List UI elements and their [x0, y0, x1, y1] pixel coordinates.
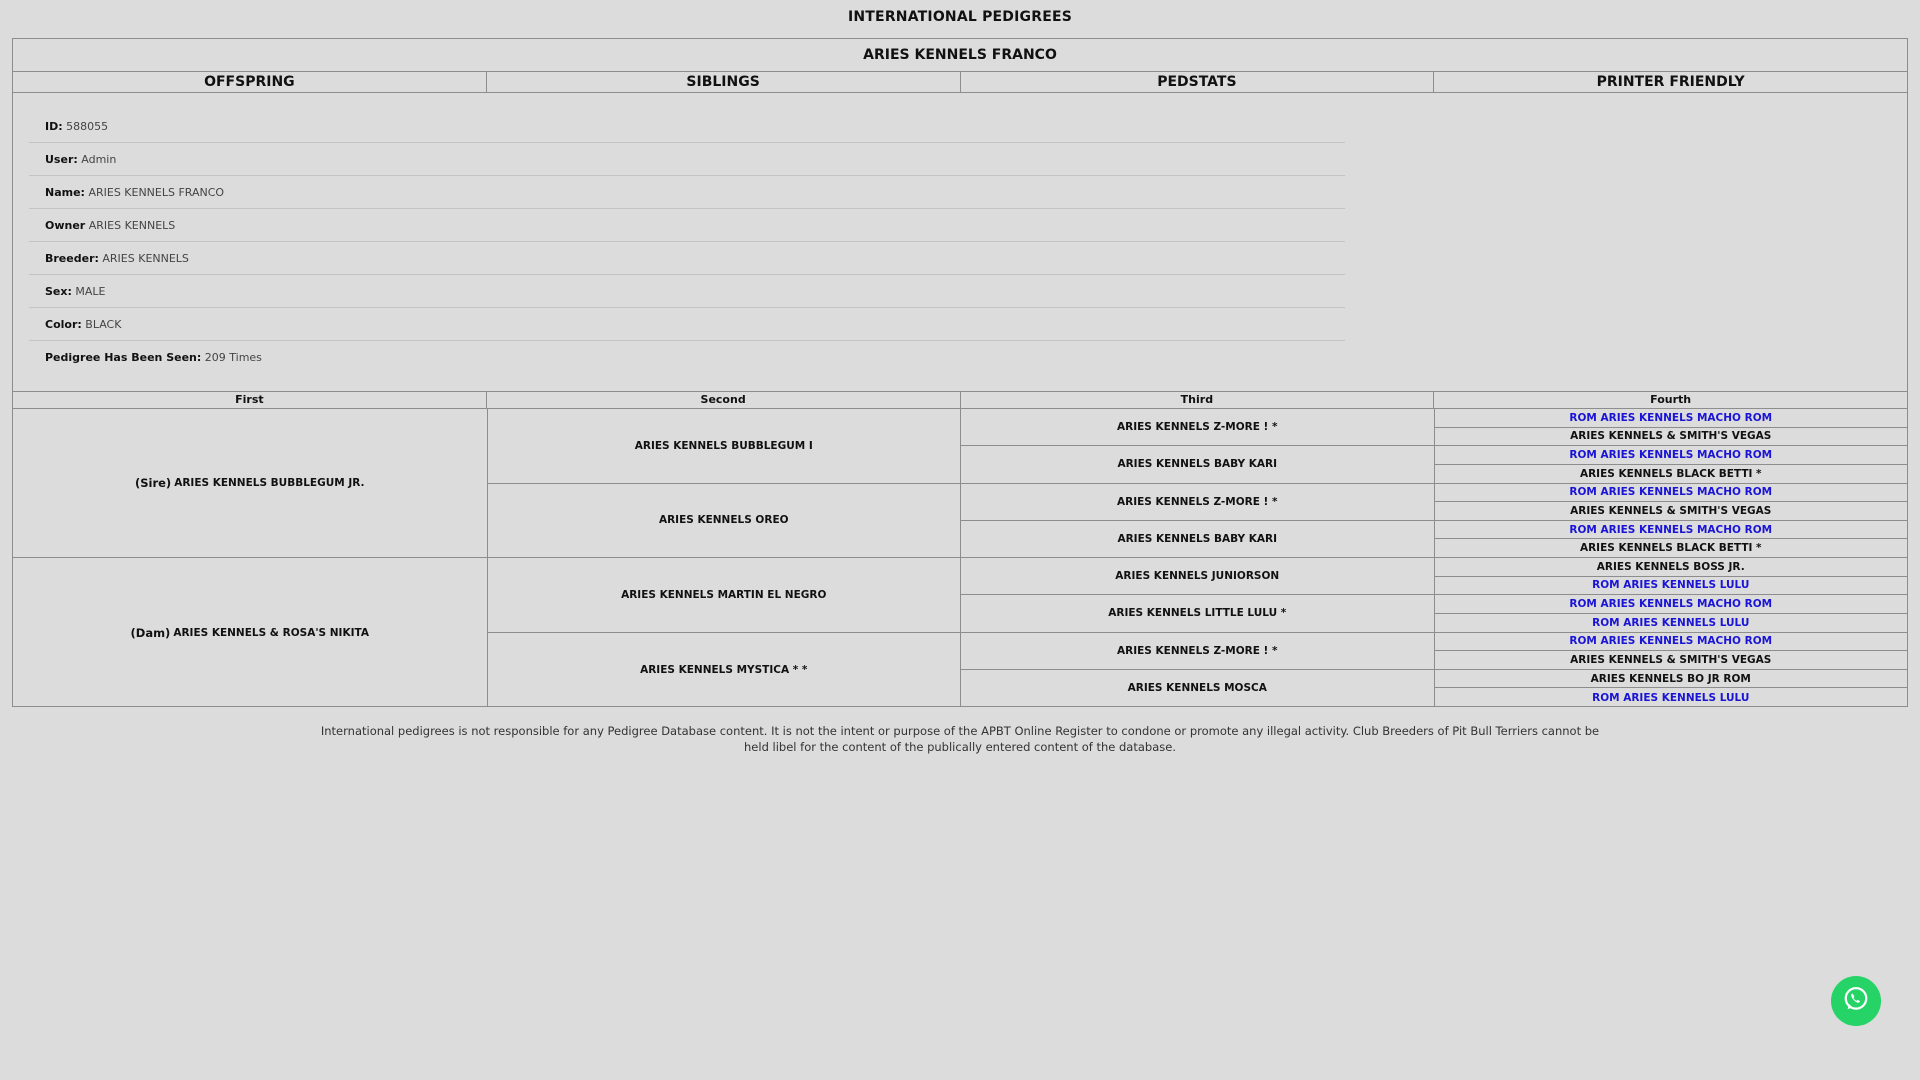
tab-pedstats[interactable]: PEDSTATS: [960, 72, 1434, 92]
dog-name: ARIES KENNELS JUNIORSON: [1115, 570, 1280, 583]
dog-name: ARIES KENNELS MARTIN EL NEGRO: [621, 588, 827, 601]
third-gen-cell: [960, 409, 1434, 446]
header-second: Second: [486, 392, 960, 408]
ancestor-link[interactable]: ROM ARIES KENNELS MACHO ROM: [1569, 486, 1773, 499]
dog-name: ARIES KENNELS OREO: [658, 514, 789, 527]
parent-role: (Sire): [134, 476, 172, 490]
info-value: MALE: [75, 285, 106, 298]
third-gen-cell: [960, 521, 1434, 558]
fourth-gen-cell: [1434, 614, 1908, 633]
first-gen-cell: [13, 558, 487, 707]
fourth-gen-cell: [1434, 688, 1908, 707]
ancestor-link[interactable]: ROM ARIES KENNELS MACHO ROM: [1569, 411, 1773, 424]
fourth-gen-cell: [1434, 633, 1908, 652]
ancestor-link[interactable]: ROM ARIES KENNELS MACHO ROM: [1569, 449, 1773, 462]
info-value: BLACK: [85, 318, 122, 331]
disclaimer-text: International pedigrees is not responsible for any Pedigree Database content. It is not the intent or purpose of the APBT Online Register to condone or promote any illegal activity. Club Breeders of Pit Bull Terriers cannot be held libel for the content of the publically entered content of the database.: [320, 724, 1600, 754]
tab-siblings[interactable]: SIBLINGS: [486, 72, 960, 92]
second-gen-cell: [487, 409, 961, 484]
info-label: Sex:: [45, 285, 72, 298]
info-row-color: [29, 308, 1345, 341]
fourth-gen-cell: [1434, 502, 1908, 521]
info-row-breeder: [29, 242, 1345, 275]
whatsapp-button[interactable]: [1831, 976, 1881, 1026]
dog-name: ARIES KENNELS BLACK BETTI *: [1579, 542, 1762, 555]
fourth-gen-cell: [1434, 539, 1908, 558]
fourth-gen-cell: [1434, 651, 1908, 670]
parent-role: (Dam): [130, 625, 171, 640]
info-value: ARIES KENNELS FRANCO: [88, 186, 225, 199]
third-gen-cell: [960, 446, 1434, 483]
first-gen-cell: [13, 409, 487, 558]
info-row-name: [29, 176, 1345, 209]
ancestor-link[interactable]: ROM ARIES KENNELS LULU: [1592, 691, 1750, 704]
info-value: Admin: [81, 153, 117, 166]
pedigree-body: [13, 409, 1907, 707]
dog-name: ARIES KENNELS BABY KARI: [1117, 458, 1278, 471]
fourth-gen-cell: [1434, 484, 1908, 503]
third-gen-cell: [960, 558, 1434, 595]
header-third: Third: [960, 392, 1434, 408]
dog-info-list: [29, 110, 1345, 374]
pedigree-column-fourth: [1434, 409, 1908, 707]
fourth-gen-cell: [1434, 577, 1908, 596]
dog-name: ARIES KENNELS Z-MORE ! *: [1117, 644, 1278, 657]
tab-printer-friendly[interactable]: PRINTER FRIENDLY: [1433, 72, 1907, 92]
tab-bar: [13, 71, 1907, 93]
dog-name: ARIES KENNELS BUBBLEGUM I: [634, 439, 813, 452]
second-gen-cell: [487, 558, 961, 633]
dog-name: ARIES KENNELS BO JR ROM: [1590, 672, 1751, 685]
info-row-views: [29, 341, 1345, 374]
info-row-sex: [29, 275, 1345, 308]
dog-title: ARIES KENNELS FRANCO: [863, 47, 1057, 63]
third-gen-cell: [960, 670, 1434, 707]
dog-name: ARIES KENNELS & SMITH'S VEGAS: [1570, 430, 1772, 443]
ancestor-link[interactable]: ROM ARIES KENNELS LULU: [1592, 579, 1750, 592]
tab-offspring[interactable]: OFFSPRING: [204, 74, 295, 90]
site-title: INTERNATIONAL PEDIGREES: [847, 9, 1073, 25]
fourth-gen-cell: [1434, 670, 1908, 689]
pedigree-column-first: [13, 409, 487, 707]
pedigree-frame: [12, 38, 1908, 707]
second-gen-cell: [487, 484, 961, 559]
third-gen-cell: [960, 595, 1434, 632]
info-row-user: [29, 143, 1345, 176]
fourth-gen-cell: [1434, 595, 1908, 614]
dog-name: ARIES KENNELS MYSTICA * *: [640, 663, 808, 676]
info-value: ARIES KENNELS: [88, 219, 176, 232]
info-value: ARIES KENNELS: [102, 252, 189, 265]
dog-name: ARIES KENNELS & SMITH'S VEGAS: [1570, 504, 1772, 517]
info-label: Name:: [45, 186, 85, 199]
dog-name: ARIES KENNELS BABY KARI: [1117, 532, 1278, 545]
dog-name: ARIES KENNELS BUBBLEGUM JR.: [174, 477, 365, 489]
dog-name: ARIES KENNELS Z-MORE ! *: [1117, 495, 1278, 508]
header-fourth: Fourth: [1433, 392, 1907, 408]
info-label: User:: [45, 153, 78, 166]
ancestor-link[interactable]: ROM ARIES KENNELS MACHO ROM: [1569, 598, 1773, 611]
info-row-owner: [29, 209, 1345, 242]
fourth-gen-cell: [1434, 428, 1908, 447]
fourth-gen-cell: [1434, 409, 1908, 428]
third-gen-cell: [960, 633, 1434, 670]
dog-name: ARIES KENNELS & SMITH'S VEGAS: [1570, 653, 1772, 666]
fourth-gen-cell: [1434, 465, 1908, 484]
header-first: First: [235, 393, 264, 406]
dog-name: ARIES KENNELS & ROSA'S NIKITA: [173, 626, 369, 639]
info-label: Color:: [45, 318, 82, 331]
info-value: 209 Times: [204, 351, 262, 364]
info-label: ID:: [45, 120, 63, 133]
dog-name: ARIES KENNELS BOSS JR.: [1596, 560, 1745, 573]
dog-name: ARIES KENNELS LITTLE LULU *: [1108, 607, 1287, 620]
info-row-id: [29, 110, 1345, 143]
dog-name: ARIES KENNELS BLACK BETTI *: [1579, 467, 1762, 480]
info-label: Pedigree Has Been Seen:: [45, 351, 202, 364]
dog-name: ARIES KENNELS Z-MORE ! *: [1117, 421, 1278, 434]
ancestor-link[interactable]: ROM ARIES KENNELS MACHO ROM: [1569, 635, 1773, 648]
fourth-gen-cell: [1434, 446, 1908, 465]
info-value: 588055: [66, 120, 109, 133]
pedigree-table: [13, 391, 1907, 707]
info-label: Breeder:: [45, 252, 99, 265]
whatsapp-icon: [1841, 984, 1871, 1018]
pedigree-column-third: [960, 409, 1434, 707]
pedigree-column-second: [487, 409, 961, 707]
pedigree-header: [13, 392, 1907, 409]
dog-name: ARIES KENNELS MOSCA: [1127, 682, 1267, 695]
fourth-gen-cell: [1434, 521, 1908, 540]
ancestor-link[interactable]: ROM ARIES KENNELS MACHO ROM: [1569, 523, 1773, 536]
ancestor-link[interactable]: ROM ARIES KENNELS LULU: [1592, 616, 1750, 629]
fourth-gen-cell: [1434, 558, 1908, 577]
info-label: Owner: [45, 219, 86, 232]
third-gen-cell: [960, 484, 1434, 521]
second-gen-cell: [487, 633, 961, 708]
